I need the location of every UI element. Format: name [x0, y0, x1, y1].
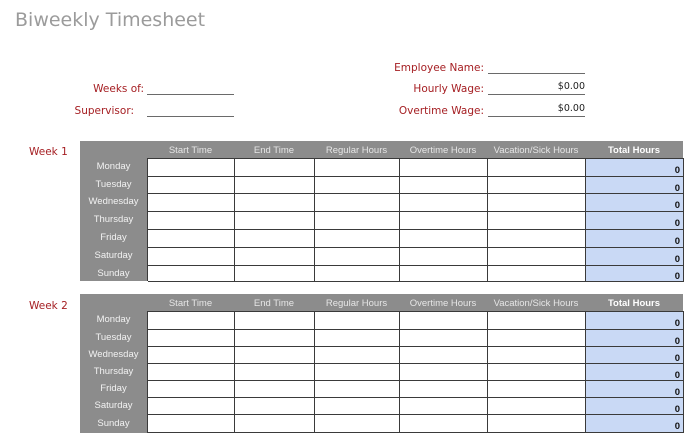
start-time-cell[interactable] — [148, 230, 235, 248]
end-time-cell[interactable] — [235, 159, 315, 177]
total-hours-cell[interactable]: 0 — [586, 159, 684, 177]
overtime-hours-cell[interactable] — [400, 312, 488, 330]
overtime-wage-field[interactable]: $0.00 — [488, 102, 585, 117]
vacation-sick-hours-cell[interactable] — [488, 364, 586, 381]
end-time-cell[interactable] — [235, 398, 315, 415]
week-1-table — [80, 141, 683, 281]
col-start-time: Start Time — [168, 145, 213, 156]
total-hours-cell[interactable]: 0 — [586, 230, 684, 248]
total-hours-cell[interactable]: 0 — [586, 381, 684, 398]
overtime-wage-label: Overtime Wage: — [398, 105, 484, 117]
overtime-hours-cell[interactable] — [400, 398, 488, 415]
col-overtime-hours: Overtime Hours — [409, 145, 477, 156]
start-time-cell[interactable] — [148, 330, 235, 347]
col-start-time: Start Time — [168, 298, 213, 309]
end-time-cell[interactable] — [235, 194, 315, 212]
overtime-hours-cell[interactable] — [400, 381, 488, 398]
col-vacation-sick-hours: Vacation/Sick Hours — [493, 298, 579, 309]
vacation-sick-hours-cell[interactable] — [488, 230, 586, 248]
overtime-hours-cell[interactable] — [400, 347, 488, 364]
overtime-hours-cell[interactable] — [400, 364, 488, 381]
vacation-sick-hours-cell[interactable] — [488, 177, 586, 194]
regular-hours-cell[interactable] — [315, 347, 400, 364]
end-time-cell[interactable] — [235, 347, 315, 364]
day-label: Friday — [100, 383, 127, 394]
regular-hours-cell[interactable] — [315, 312, 400, 330]
start-time-cell[interactable] — [148, 415, 235, 433]
col-end-time: End Time — [253, 298, 295, 309]
end-time-cell[interactable] — [235, 330, 315, 347]
regular-hours-cell[interactable] — [315, 159, 400, 177]
regular-hours-cell[interactable] — [315, 230, 400, 248]
vacation-sick-hours-cell[interactable] — [488, 159, 586, 177]
vacation-sick-hours-cell[interactable] — [488, 398, 586, 415]
col-end-time: End Time — [253, 145, 295, 156]
col-regular-hours: Regular Hours — [325, 145, 388, 156]
end-time-cell[interactable] — [235, 177, 315, 194]
week-2-table — [80, 294, 683, 433]
end-time-cell[interactable] — [235, 266, 315, 282]
regular-hours-cell[interactable] — [315, 381, 400, 398]
supervisor-field[interactable] — [147, 102, 234, 117]
start-time-cell[interactable] — [148, 266, 235, 282]
start-time-cell[interactable] — [148, 212, 235, 230]
overtime-hours-cell[interactable] — [400, 194, 488, 212]
day-label: Sunday — [97, 418, 130, 429]
regular-hours-cell[interactable] — [315, 212, 400, 230]
total-hours-cell[interactable]: 0 — [586, 212, 684, 230]
regular-hours-cell[interactable] — [315, 248, 400, 266]
start-time-cell[interactable] — [148, 381, 235, 398]
overtime-hours-cell[interactable] — [400, 415, 488, 433]
vacation-sick-hours-cell[interactable] — [488, 194, 586, 212]
weeks-of-label: Weeks of: — [93, 83, 144, 95]
end-time-cell[interactable] — [235, 381, 315, 398]
day-label: Saturday — [94, 250, 133, 261]
total-hours-cell[interactable]: 0 — [586, 364, 684, 381]
regular-hours-cell[interactable] — [315, 177, 400, 194]
day-label: Tuesday — [95, 332, 132, 343]
total-hours-cell[interactable]: 0 — [586, 330, 684, 347]
vacation-sick-hours-cell[interactable] — [488, 347, 586, 364]
total-hours-cell[interactable]: 0 — [586, 177, 684, 194]
start-time-cell[interactable] — [148, 194, 235, 212]
day-label: Thursday — [93, 366, 134, 377]
week-1-label: Week 1 — [29, 146, 68, 158]
day-label: Thursday — [93, 214, 134, 225]
start-time-cell[interactable] — [148, 398, 235, 415]
day-label: Monday — [96, 314, 131, 325]
start-time-cell[interactable] — [148, 159, 235, 177]
vacation-sick-hours-cell[interactable] — [488, 381, 586, 398]
start-time-cell[interactable] — [148, 347, 235, 364]
col-total-hours: Total Hours — [607, 145, 661, 156]
overtime-hours-cell[interactable] — [400, 177, 488, 194]
day-label: Wednesday — [88, 349, 139, 360]
start-time-cell[interactable] — [148, 177, 235, 194]
day-label: Sunday — [97, 268, 130, 279]
regular-hours-cell[interactable] — [315, 330, 400, 347]
overtime-hours-cell[interactable] — [400, 266, 488, 282]
vacation-sick-hours-cell[interactable] — [488, 266, 586, 282]
week-2-grid — [147, 311, 684, 433]
overtime-hours-cell[interactable] — [400, 212, 488, 230]
start-time-cell[interactable] — [148, 364, 235, 381]
start-time-cell[interactable] — [148, 248, 235, 266]
col-overtime-hours: Overtime Hours — [409, 298, 477, 309]
vacation-sick-hours-cell[interactable] — [488, 212, 586, 230]
end-time-cell[interactable] — [235, 364, 315, 381]
hourly-wage-field[interactable]: $0.00 — [488, 80, 585, 95]
day-label: Monday — [96, 161, 131, 172]
total-hours-cell[interactable]: 0 — [586, 347, 684, 364]
overtime-hours-cell[interactable] — [400, 230, 488, 248]
day-label: Saturday — [94, 400, 133, 411]
week-1-grid — [147, 158, 684, 281]
total-hours-cell[interactable]: 0 — [586, 312, 684, 330]
total-hours-cell[interactable]: 0 — [586, 194, 684, 212]
col-regular-hours: Regular Hours — [325, 298, 388, 309]
day-label: Friday — [100, 232, 127, 243]
regular-hours-cell[interactable] — [315, 194, 400, 212]
employee-name-label: Employee Name: — [394, 62, 484, 74]
start-time-cell[interactable] — [148, 312, 235, 330]
employee-name-field[interactable] — [488, 59, 585, 74]
page-title: Biweekly Timesheet — [15, 9, 206, 31]
vacation-sick-hours-cell[interactable] — [488, 415, 586, 433]
col-vacation-sick-hours: Vacation/Sick Hours — [493, 145, 579, 156]
col-total-hours: Total Hours — [607, 298, 661, 309]
overtime-hours-cell[interactable] — [400, 330, 488, 347]
total-hours-cell[interactable]: 0 — [586, 248, 684, 266]
vacation-sick-hours-cell[interactable] — [488, 248, 586, 266]
end-time-cell[interactable] — [235, 415, 315, 433]
total-hours-cell[interactable]: 0 — [586, 415, 684, 433]
vacation-sick-hours-cell[interactable] — [488, 312, 586, 330]
total-hours-cell[interactable]: 0 — [586, 266, 684, 282]
weeks-of-field[interactable] — [147, 80, 234, 95]
regular-hours-cell[interactable] — [315, 398, 400, 415]
week-2-label: Week 2 — [29, 300, 68, 312]
end-time-cell[interactable] — [235, 230, 315, 248]
day-label: Wednesday — [88, 196, 139, 207]
regular-hours-cell[interactable] — [315, 415, 400, 433]
overtime-hours-cell[interactable] — [400, 248, 488, 266]
total-hours-cell[interactable]: 0 — [586, 398, 684, 415]
end-time-cell[interactable] — [235, 212, 315, 230]
end-time-cell[interactable] — [235, 312, 315, 330]
end-time-cell[interactable] — [235, 248, 315, 266]
overtime-hours-cell[interactable] — [400, 159, 488, 177]
day-label: Tuesday — [95, 179, 132, 190]
vacation-sick-hours-cell[interactable] — [488, 330, 586, 347]
regular-hours-cell[interactable] — [315, 266, 400, 282]
supervisor-label: Supervisor: — [74, 105, 134, 117]
regular-hours-cell[interactable] — [315, 364, 400, 381]
hourly-wage-label: Hourly Wage: — [413, 83, 484, 95]
